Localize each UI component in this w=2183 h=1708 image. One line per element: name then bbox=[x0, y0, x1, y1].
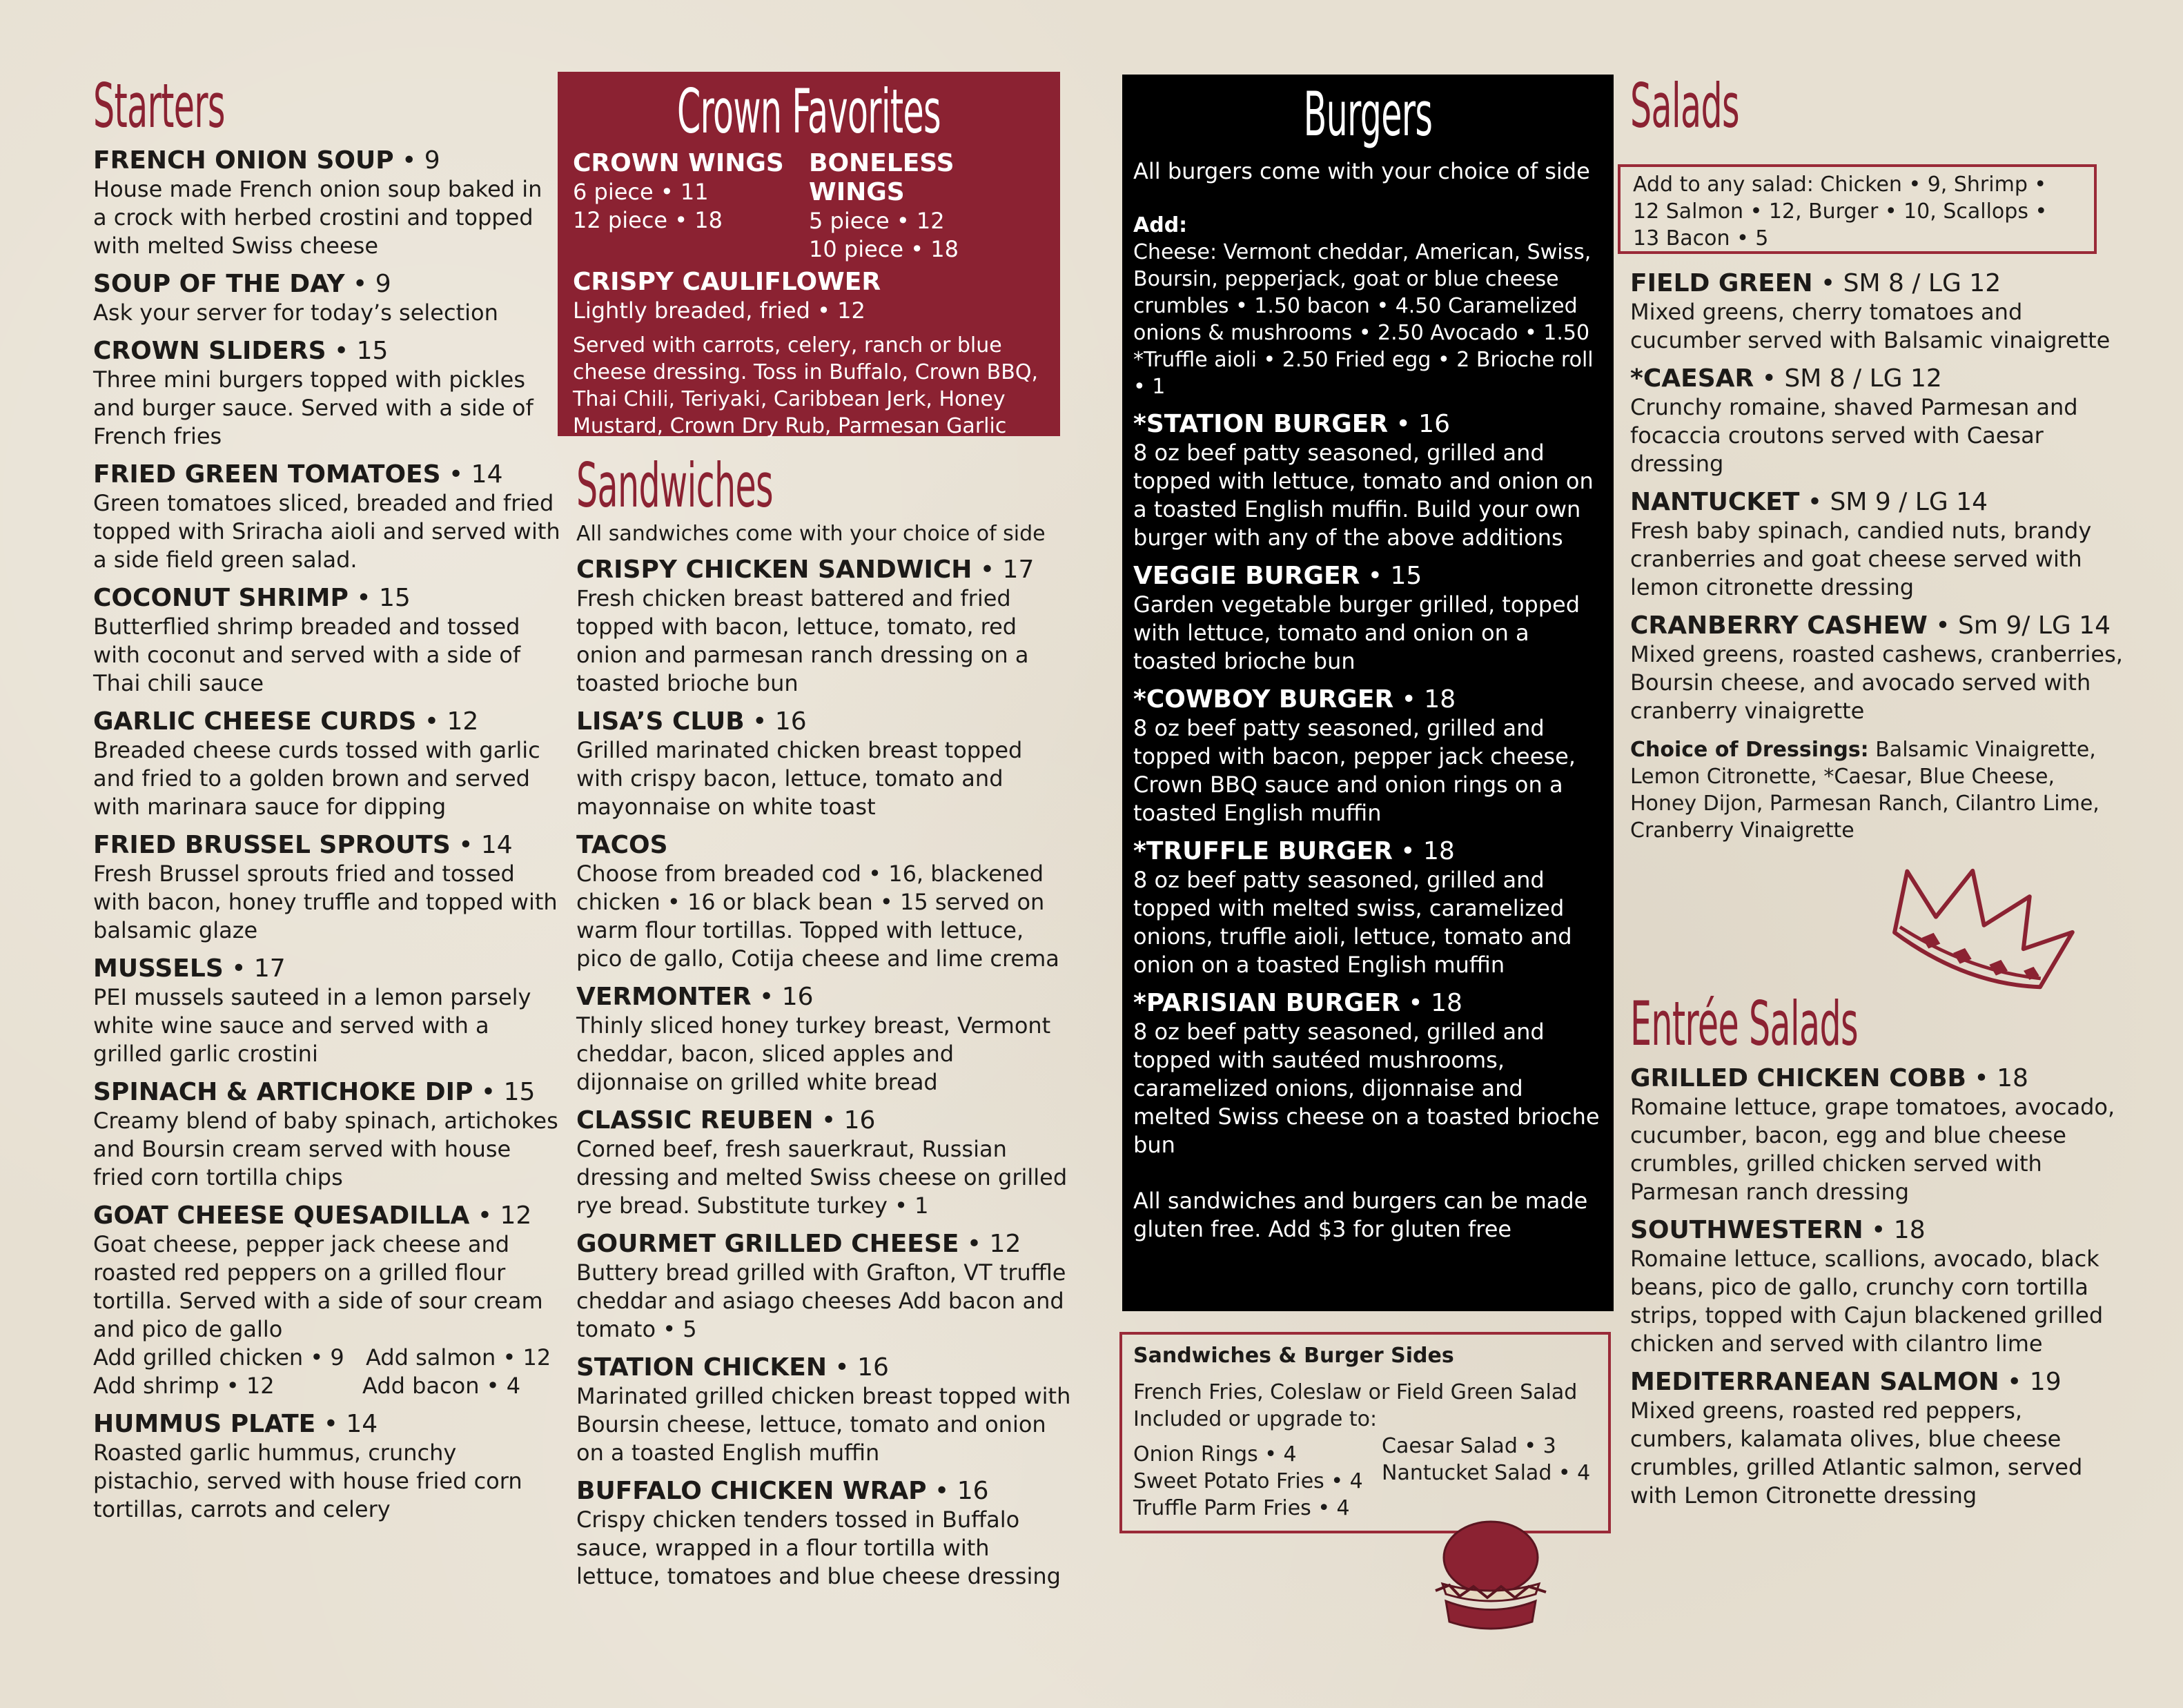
item-desc: Roasted garlic hummus, crunchy pistachio, served with house fried corn tortillas, carrots and celery bbox=[93, 1440, 522, 1522]
menu-item bbox=[576, 1353, 1073, 1467]
salads-list-wrap bbox=[1630, 269, 2127, 844]
item-price: • 16 bbox=[813, 1106, 876, 1135]
menu-item bbox=[1630, 1064, 2127, 1206]
item-price: • 12 bbox=[469, 1201, 532, 1230]
salads-title: Salads bbox=[1630, 70, 1739, 141]
item-desc: Thinly sliced honey turkey breast, Vermont cheddar, bacon, sliced apples and dijonnaise on grilled white bread bbox=[576, 1012, 1051, 1095]
sandwiches-title: Sandwiches bbox=[576, 450, 774, 521]
menu-item bbox=[93, 270, 562, 327]
addon-salmon: Add salmon • 12 bbox=[366, 1344, 551, 1371]
menu-item bbox=[1630, 611, 2127, 725]
item-price: • 18 bbox=[1400, 989, 1462, 1017]
item-name: MUSSELS bbox=[93, 954, 224, 983]
item-name: STATION CHICKEN bbox=[576, 1353, 827, 1382]
sandwiches-list bbox=[576, 556, 1073, 1591]
item-desc: Buttery bread grilled with Grafton, VT truffle cheddar and asiago cheeses Add bacon and tomato • 5 bbox=[576, 1259, 1066, 1342]
menu-item bbox=[576, 1106, 1073, 1220]
item-name: NANTUCKET bbox=[1630, 488, 1800, 516]
item-name: SOUP OF THE DAY bbox=[93, 270, 345, 298]
dressings-label: Choice of Dressings: bbox=[1630, 738, 1869, 762]
burgers-add bbox=[1133, 212, 1603, 400]
salad-addons-box bbox=[1618, 164, 2097, 254]
item-name: GRILLED CHICKEN COBB bbox=[1630, 1064, 1966, 1092]
item-price: • SM 8 / LG 12 bbox=[1754, 364, 1942, 393]
item-price: • 17 bbox=[223, 954, 286, 983]
item-name: VEGGIE BURGER bbox=[1133, 562, 1360, 590]
item-price: • 12 bbox=[959, 1230, 1021, 1258]
item-name: *PARISIAN BURGER bbox=[1133, 989, 1400, 1017]
item-price: • 9 bbox=[344, 270, 391, 298]
item-name: BUFFALO CHICKEN WRAP bbox=[576, 1477, 927, 1505]
menu-item bbox=[93, 1201, 562, 1344]
burgers-box bbox=[1122, 75, 1614, 1311]
wings-note: Served with carrots, celery, ranch or blue cheese dressing. Toss in Buffalo, Crown BBQ, Thai Chili, Teriyaki, Caribbean Jerk, Honey Mustard, Crown Dry Rub, Parmesan Garlic bbox=[573, 333, 1038, 438]
item-price: • 15 bbox=[326, 337, 389, 365]
item-name: *TRUFFLE BURGER bbox=[1133, 837, 1393, 865]
crown-wings-l1: 6 piece • 11 bbox=[573, 179, 709, 205]
item-price: • 18 bbox=[1392, 837, 1455, 865]
item-desc: Breaded cheese curds tossed with garlic and fried to a golden brown and served with marinara sauce for dipping bbox=[93, 737, 540, 820]
crown-favorites-title: Crown Favorites bbox=[676, 76, 941, 147]
cauliflower-name: CRISPY CAULIFLOWER bbox=[573, 268, 881, 296]
item-desc: Ask your server for today’s selection bbox=[93, 300, 498, 326]
boneless-wings-l1: 5 piece • 12 bbox=[809, 208, 945, 234]
addon-chicken: Add grilled chicken • 9 bbox=[93, 1344, 344, 1371]
item-price: • SM 9 / LG 14 bbox=[1799, 488, 1988, 516]
item-price: • 14 bbox=[440, 460, 503, 489]
item-desc: Marinated grilled chicken breast topped with Boursin cheese, lettuce, tomato and onion on a toasted English muffin bbox=[576, 1383, 1071, 1466]
crown-wings bbox=[573, 149, 809, 264]
item-name: CROWN SLIDERS bbox=[93, 337, 326, 365]
salads-section bbox=[1630, 70, 2127, 155]
gluten-free-note: All sandwiches and burgers can be made gluten free. Add $3 for gluten free bbox=[1133, 1188, 1588, 1242]
menu-item bbox=[1133, 562, 1603, 676]
burgers-add-text: Cheese: Vermont cheddar, American, Swiss, Boursin, pepperjack, goat or blue cheese crumbles • 1.50 bacon • 4.50 Caramelized onions & mushrooms • 2.50 Avocado • 1.50 *Truffle aioli • 2.50 Fried egg • 2 Brioche roll • 1 bbox=[1133, 240, 1594, 399]
item-name: FRENCH ONION SOUP bbox=[93, 146, 394, 175]
side-option: Truffle Parm Fries • 4 bbox=[1133, 1496, 1350, 1520]
menu-item bbox=[1630, 1368, 2127, 1510]
item-price: • 12 bbox=[416, 707, 479, 736]
item-price: • 17 bbox=[972, 556, 1035, 584]
item-desc: Fresh chicken breast battered and fried topped with bacon, lettuce, tomato, red onion and parmesan ranch dressing on a toasted brioche bun bbox=[576, 585, 1029, 696]
addon-bacon: Add bacon • 4 bbox=[362, 1373, 521, 1399]
menu-item bbox=[1630, 1216, 2127, 1358]
item-desc: Grilled marinated chicken breast topped with crispy bacon, lettuce, tomato and mayonnaise on white toast bbox=[576, 737, 1023, 820]
menu-item-hummus bbox=[93, 1410, 562, 1524]
item-desc: Romaine lettuce, grape tomatoes, avocado, cucumber, bacon, egg and blue cheese crumbles, grilled chicken served with Parmesan ranch dressing bbox=[1630, 1094, 2115, 1205]
sides-intro: French Fries, Coleslaw or Field Green Salad Included or upgrade to: bbox=[1133, 1380, 1578, 1431]
item-price: • 15 bbox=[473, 1078, 536, 1106]
item-desc: Mixed greens, roasted red peppers, cumbers, kalamata olives, blue cheese crumbles, grilled Atlantic salmon, served with Lemon Citronette dressing bbox=[1630, 1397, 2083, 1509]
item-name: MEDITERRANEAN SALMON bbox=[1630, 1368, 1999, 1396]
item-desc: Mixed greens, roasted cashews, cranberries, Boursin cheese, and avocado served with cranberry vinaigrette bbox=[1630, 641, 2123, 724]
item-price: • 16 bbox=[1388, 410, 1450, 438]
item-name: SPINACH & ARTICHOKE DIP bbox=[93, 1078, 473, 1106]
item-name: FIELD GREEN bbox=[1630, 269, 1813, 297]
item-desc: Crispy chicken tenders tossed in Buffalo sauce, wrapped in a flour tortilla with lettuce, tomatoes and blue cheese dressing bbox=[576, 1506, 1061, 1589]
menu-item bbox=[93, 146, 562, 260]
starters-list bbox=[93, 146, 562, 1344]
crispy-cauliflower bbox=[573, 268, 1045, 325]
item-desc: Corned beef, fresh sauerkraut, Russian dressing and melted Swiss cheese on grilled rye bread. Substitute turkey • 1 bbox=[576, 1136, 1068, 1219]
menu-item bbox=[93, 954, 562, 1068]
cauliflower-desc: Lightly breaded, fried • 12 bbox=[573, 297, 865, 324]
crown-illustration bbox=[1877, 856, 2084, 1014]
starters-section bbox=[93, 70, 562, 1533]
menu-item bbox=[576, 1477, 1073, 1591]
burgers-title: Burgers bbox=[1303, 79, 1433, 150]
menu-item bbox=[1133, 685, 1603, 827]
salad-dressings bbox=[1630, 736, 2106, 844]
menu-item bbox=[576, 1230, 1073, 1344]
entree-list bbox=[1630, 1064, 2127, 1510]
menu-item bbox=[576, 707, 1073, 821]
dressings-text: Balsamic Vinaigrette, Lemon Citronette, *Caesar, Blue Cheese, Honey Dijon, Parmesan Ranch, Cilantro Lime, Cranberry Vinaigrette bbox=[1630, 738, 2099, 843]
item-desc: 8 oz beef patty seasoned, grilled and topped with sautéed mushrooms, caramelized onions, dijonnaise and melted Swiss cheese on a toasted brioche bun bbox=[1133, 1019, 1600, 1158]
boneless-wings bbox=[809, 149, 1045, 264]
sides-left bbox=[1133, 1441, 1382, 1522]
side-option: Onion Rings • 4 bbox=[1133, 1442, 1297, 1466]
boneless-wings-l2: 10 piece • 18 bbox=[809, 236, 959, 262]
item-price: • 16 bbox=[926, 1477, 989, 1505]
item-desc: Mixed greens, cherry tomatoes and cucumber served with Balsamic vinaigrette bbox=[1630, 299, 2111, 353]
sandwiches-section bbox=[576, 450, 1073, 1600]
menu-item bbox=[93, 460, 562, 574]
menu-item bbox=[1133, 837, 1603, 979]
item-desc: Fresh Brussel sprouts fried and tossed with bacon, honey truffle and topped with balsamic glaze bbox=[93, 861, 558, 943]
wings-row bbox=[573, 149, 1045, 264]
menu-item bbox=[93, 584, 562, 698]
item-price: • 18 bbox=[1966, 1064, 2028, 1092]
item-name: *STATION BURGER bbox=[1133, 410, 1389, 438]
item-name: VERMONTER bbox=[576, 983, 752, 1011]
item-desc: Creamy blend of baby spinach, artichokes and Boursin cream served with house fried corn tortilla chips bbox=[93, 1108, 558, 1190]
item-name: CLASSIC REUBEN bbox=[576, 1106, 814, 1135]
sides-box bbox=[1119, 1332, 1611, 1533]
item-price: • 18 bbox=[1393, 685, 1456, 714]
item-name: GOURMET GRILLED CHEESE bbox=[576, 1230, 959, 1258]
side-option: Nantucket Salad • 4 bbox=[1382, 1461, 1591, 1485]
burgers-intro: All burgers come with your choice of side bbox=[1133, 158, 1590, 184]
starters-addons bbox=[93, 1344, 562, 1400]
item-name: *CAESAR bbox=[1630, 364, 1754, 393]
item-price: • 15 bbox=[1360, 562, 1422, 590]
item-name: FRIED BRUSSEL SPROUTS bbox=[93, 831, 451, 859]
item-desc: Crunchy romaine, shaved Parmesan and focaccia croutons served with Caesar dressing bbox=[1630, 394, 2078, 477]
item-desc: Choose from breaded cod • 16, blackened chicken • 16 or black bean • 15 served on warm flour tortillas. Topped with lettuce, pico de gallo, Cotija cheese and lime crema bbox=[576, 861, 1059, 972]
item-desc: Fresh baby spinach, candied nuts, brandy cranberries and goat cheese served with lemon citronette dressing bbox=[1630, 518, 2092, 600]
menu-item bbox=[576, 831, 1073, 973]
item-price: • 19 bbox=[1999, 1368, 2062, 1396]
item-desc: Goat cheese, pepper jack cheese and roasted red peppers on a grilled flour tortilla. Served with a side of sour cream and pico de gallo bbox=[93, 1231, 543, 1342]
item-price: • 18 bbox=[1863, 1216, 1926, 1244]
item-name: TACOS bbox=[576, 831, 668, 859]
item-price: • 16 bbox=[744, 707, 807, 736]
item-name: LISA’S CLUB bbox=[576, 707, 745, 736]
item-name: COCONUT SHRIMP bbox=[93, 584, 349, 612]
item-price: • 9 bbox=[393, 146, 440, 175]
item-name: GOAT CHEESE QUESADILLA bbox=[93, 1201, 470, 1230]
menu-item bbox=[1133, 989, 1603, 1159]
menu-item bbox=[1133, 410, 1603, 552]
menu-item bbox=[93, 1078, 562, 1192]
crown-favorites-box bbox=[558, 72, 1060, 436]
salad-addons-text: Add to any salad: Chicken • 9, Shrimp • 12 Salmon • 12, Burger • 10, Scallops • 13 Bacon • 5 bbox=[1633, 173, 2048, 251]
crown-wings-l2: 12 piece • 18 bbox=[573, 207, 723, 233]
item-name: CRISPY CHICKEN SANDWICH bbox=[576, 556, 972, 584]
menu-item bbox=[576, 983, 1073, 1097]
item-desc: Romaine lettuce, scallions, avocado, black beans, pico de gallo, crunchy corn tortilla strips, topped with Cajun blackened grilled chicken and served with cilantro lime bbox=[1630, 1246, 2104, 1357]
crown-wings-name: CROWN WINGS bbox=[573, 149, 784, 177]
sandwiches-intro: All sandwiches come with your choice of side bbox=[576, 522, 1046, 546]
menu-item bbox=[1630, 488, 2127, 602]
item-name: *COWBOY BURGER bbox=[1133, 685, 1394, 714]
burger-illustration bbox=[1422, 1508, 1560, 1646]
item-name: CRANBERRY CASHEW bbox=[1630, 611, 1928, 640]
side-option: Sweet Potato Fries • 4 bbox=[1133, 1469, 1363, 1493]
entree-salads-section bbox=[1630, 988, 2127, 1520]
sides-title: Sandwiches & Burger Sides bbox=[1133, 1344, 1454, 1368]
item-desc: Green tomatoes sliced, breaded and fried topped with Sriracha aioli and served with a side field green salad. bbox=[93, 490, 560, 573]
boneless-wings-name: BONELESS WINGS bbox=[809, 149, 955, 206]
burgers-list bbox=[1133, 410, 1603, 1159]
item-price: • 15 bbox=[348, 584, 411, 612]
item-price: • 16 bbox=[751, 983, 814, 1011]
menu-item bbox=[1630, 269, 2127, 355]
menu-item bbox=[93, 831, 562, 945]
item-desc: PEI mussels sauteed in a lemon parsely white wine sauce and served with a grilled garlic crostini bbox=[93, 984, 531, 1067]
item-desc: House made French onion soup baked in a crock with herbed crostini and topped with melted Swiss cheese bbox=[93, 176, 542, 259]
menu-item bbox=[93, 707, 562, 821]
salads-list bbox=[1630, 269, 2127, 725]
burgers-add-label: Add: bbox=[1133, 213, 1188, 237]
item-price: • 14 bbox=[450, 831, 513, 859]
item-name: HUMMUS PLATE bbox=[93, 1410, 316, 1438]
item-desc: 8 oz beef patty seasoned, grilled and topped with melted swiss, caramelized onions, truffle aioli, lettuce, tomato and onion on a toasted English muffin bbox=[1133, 867, 1572, 978]
item-desc: 8 oz beef patty seasoned, grilled and topped with bacon, pepper jack cheese, Crown BBQ sauce and onion rings on a toasted English muffin bbox=[1133, 715, 1576, 826]
item-name: SOUTHWESTERN bbox=[1630, 1216, 1863, 1244]
menu-item bbox=[576, 556, 1073, 698]
side-option: Caesar Salad • 3 bbox=[1382, 1434, 1556, 1458]
starters-title: Starters bbox=[93, 70, 225, 141]
item-price: • 14 bbox=[315, 1410, 378, 1438]
menu-item bbox=[93, 337, 562, 451]
item-desc: Three mini burgers topped with pickles and burger sauce. Served with a side of French fries bbox=[93, 366, 533, 449]
item-price: • 16 bbox=[826, 1353, 889, 1382]
addon-shrimp: Add shrimp • 12 bbox=[93, 1373, 275, 1399]
item-desc: Butterflied shrimp breaded and tossed with coconut and served with a side of Thai chili sauce bbox=[93, 613, 521, 696]
menu-item bbox=[1630, 364, 2127, 478]
item-desc: Garden vegetable burger grilled, topped with lettuce, tomato and onion on a toasted brioche bun bbox=[1133, 591, 1580, 674]
item-name: GARLIC CHEESE CURDS bbox=[93, 707, 417, 736]
item-price: • SM 8 / LG 12 bbox=[1812, 269, 2001, 297]
entree-salads-title: Entrée Salads bbox=[1630, 988, 1858, 1059]
item-name: FRIED GREEN TOMATOES bbox=[93, 460, 441, 489]
item-price: • Sm 9/ LG 14 bbox=[1927, 611, 2111, 640]
item-desc: 8 oz beef patty seasoned, grilled and topped with lettuce, tomato and onion on a toasted English muffin. Build your own burger with any of the above additions bbox=[1133, 440, 1594, 551]
